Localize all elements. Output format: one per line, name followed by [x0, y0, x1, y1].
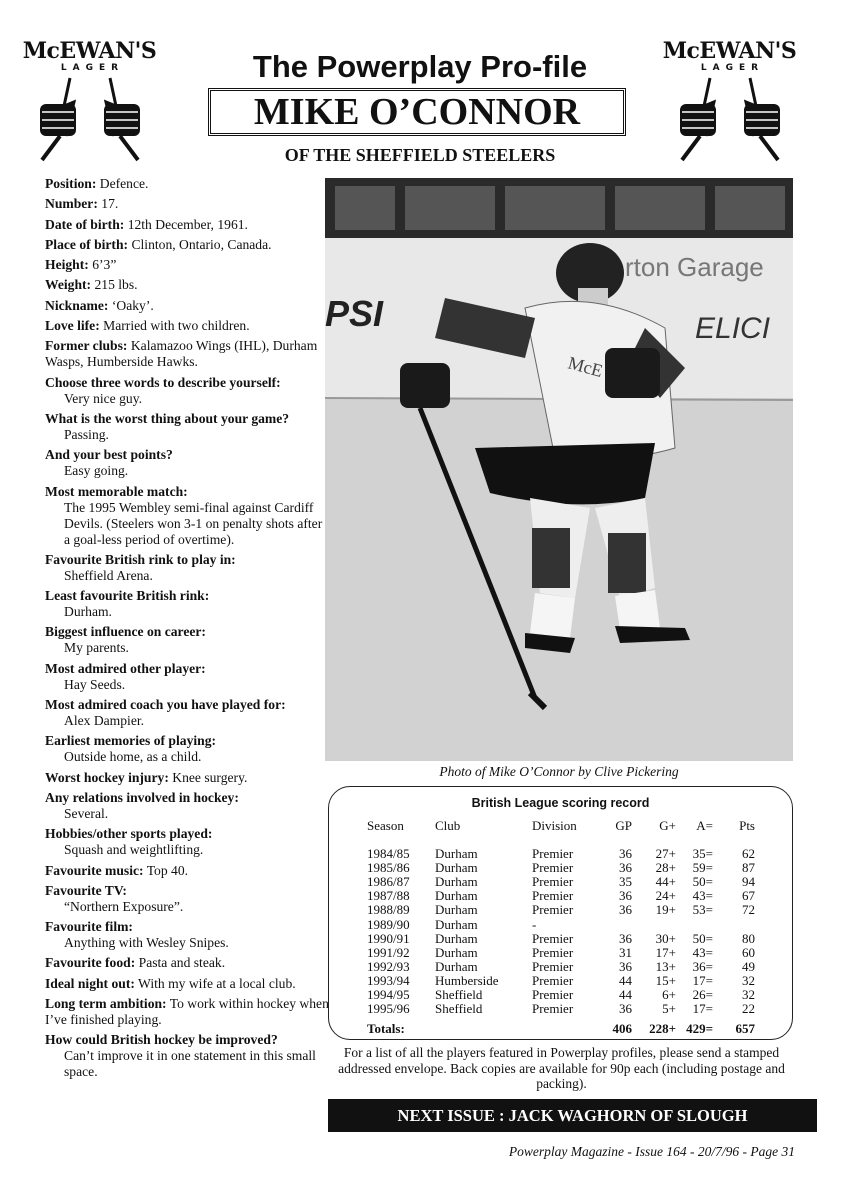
profile-answer: With my wife at a local club. — [138, 975, 296, 991]
profile-question: Date of birth: — [45, 216, 125, 232]
profile-item — [45, 318, 330, 334]
table-cell: Premier — [532, 1001, 574, 1017]
profile-item — [45, 217, 330, 233]
profile-answer: Defence. — [99, 176, 149, 191]
player-name: MIKE O’CONNOR — [208, 88, 626, 136]
logo-sub: LAGER — [60, 63, 125, 73]
table-cell: 36 — [619, 1001, 632, 1017]
table-row — [367, 875, 755, 889]
mcewans-logo-right — [662, 40, 797, 170]
profile-item — [45, 257, 330, 273]
table-cell: Sheffield — [435, 986, 483, 1002]
table-cell: Durham — [435, 916, 478, 932]
fist-logo-icon — [670, 76, 790, 162]
table-cell: 67 — [742, 888, 755, 904]
table-row — [367, 903, 755, 917]
table-cell: 1994/95 — [367, 986, 410, 1002]
table-cell: 5+ — [662, 1001, 676, 1017]
next-issue-banner: NEXT ISSUE : JACK WAGHORN OF SLOUGH — [328, 1099, 817, 1132]
profile-answer: The 1995 Wembley semi-final against Cardiff Devils. (Steelers won 3-1 on penalty shots after a goal-less period of overtime). — [64, 499, 323, 547]
profile-answer: Easy going. — [64, 463, 129, 479]
table-cell: 44 — [619, 972, 632, 988]
player-photo — [325, 178, 793, 761]
profile-question: How could British hockey be improved? — [45, 1032, 278, 1048]
table-cell — [632, 917, 676, 931]
table-cell: Premier — [532, 958, 574, 974]
column-header: Season — [367, 818, 404, 833]
table-row — [367, 1002, 755, 1016]
table-cell: 72 — [742, 902, 755, 918]
table-cell: 22 — [742, 1001, 755, 1017]
profile-answer: 215 lbs. — [94, 277, 138, 293]
profile-question: Most admired other player: — [45, 660, 206, 676]
profile-item — [45, 176, 330, 192]
profile-question: Earliest memories of playing: — [45, 733, 217, 749]
column-header: Club — [435, 818, 461, 833]
table-row — [367, 932, 755, 946]
profile-item — [45, 790, 330, 822]
profile-answer: My parents. — [64, 640, 129, 656]
scoring-table — [367, 819, 755, 1036]
column-header: GP — [615, 818, 632, 833]
table-cell: 31 — [619, 944, 632, 960]
profile-item — [45, 996, 330, 1028]
table-cell: 1986/87 — [367, 874, 410, 890]
page-footer: Powerplay Magazine - Issue 164 - 20/7/96 - Page 31 — [508, 1144, 795, 1159]
table-cell: 62 — [742, 846, 755, 862]
hockey-photo-illustration — [325, 178, 793, 761]
profile-item — [45, 733, 330, 765]
profile-question: Least favourite British rink: — [45, 588, 210, 604]
profile-question: Worst hockey injury: — [45, 769, 169, 785]
profile-item — [45, 770, 330, 786]
profile-answer: “Northern Exposure”. — [64, 898, 184, 914]
table-cell: Durham — [435, 846, 478, 862]
profile-item — [45, 338, 330, 370]
profile-question: Favourite food: — [45, 955, 136, 971]
profile-answer: ‘Oaky’. — [111, 297, 154, 313]
column-header: A= — [696, 818, 713, 833]
page-title: The Powerplay Pro-file — [252, 49, 588, 84]
profile-answer: Can’t improve it in one statement in this small space. — [64, 1048, 316, 1080]
table-cell: Premier — [532, 930, 574, 946]
profile-question: Most memorable match: — [45, 483, 188, 499]
profile-item — [45, 298, 330, 314]
profile-question: Favourite TV: — [45, 882, 127, 898]
table-cell: 17+ — [655, 944, 676, 960]
table-cell: Durham — [435, 860, 478, 876]
profile-question: What is the worst thing about your game? — [45, 410, 290, 426]
table-cell: 1984/85 — [367, 846, 410, 862]
table-cell: 17= — [692, 1001, 713, 1017]
table-cell — [676, 917, 713, 931]
profile-item — [45, 411, 330, 443]
profile-item — [45, 588, 330, 620]
table-cell: Premier — [532, 874, 574, 890]
column-header: Division — [532, 818, 577, 833]
table-cell — [713, 917, 755, 931]
table-row — [367, 988, 755, 1002]
profile-answer: Squash and weightlifting. — [64, 842, 204, 858]
profile-answer: Anything with Wesley Snipes. — [64, 935, 229, 951]
table-cell: 43= — [692, 888, 713, 904]
totals-cell: Totals: — [367, 1021, 405, 1037]
table-row — [367, 974, 755, 988]
profile-item — [45, 661, 330, 693]
table-cell: 1993/94 — [367, 972, 410, 988]
profile-answer: Sheffield Arena. — [64, 567, 153, 583]
table-cell: 1995/96 — [367, 1001, 410, 1017]
table-cell: 36= — [692, 958, 713, 974]
table-row — [367, 845, 755, 861]
profile-question: Most admired coach you have played for: — [45, 697, 286, 713]
profile-answer: Pasta and steak. — [138, 955, 226, 971]
profile-answer: Married with two children. — [103, 318, 250, 334]
mcewans-logo-left — [22, 40, 157, 170]
table-cell: 27+ — [655, 846, 676, 862]
table-cell: Humberside — [435, 972, 499, 988]
table-row — [367, 861, 755, 875]
profile-question: Any relations involved in hockey: — [45, 789, 239, 805]
profile-question: Favourite music: — [45, 862, 144, 878]
table-cell: - — [532, 916, 537, 932]
logo-sub: LAGER — [700, 63, 765, 73]
totals-row — [367, 1016, 755, 1036]
table-cell: 60 — [742, 944, 755, 960]
table-cell: Premier — [532, 944, 574, 960]
profile-answer: Very nice guy. — [64, 390, 143, 406]
profile-answer: Kalamazoo Wings (IHL), Durham Wasps, Humberside Hawks. — [45, 338, 318, 370]
table-cell: Durham — [435, 874, 478, 890]
profile-question: Number: — [45, 196, 98, 212]
table-cell: 30+ — [655, 930, 676, 946]
totals-cell: 228+ — [649, 1021, 676, 1037]
table-row — [367, 946, 755, 960]
profile-answer: To work within hockey when I’ve finished playing. — [45, 996, 329, 1028]
table-cell: 15+ — [655, 972, 676, 988]
profile-question: Love life: — [45, 318, 100, 334]
profile-answer: 12th December, 1961. — [127, 216, 248, 232]
table-cell: 50= — [692, 874, 713, 890]
board-text: rton Garage — [625, 252, 764, 282]
table-cell: Premier — [532, 972, 574, 988]
profile-question: Choose three words to describe yourself: — [45, 374, 281, 390]
table-cell: 53= — [692, 902, 713, 918]
profile-item — [45, 883, 330, 915]
table-cell: 1991/92 — [367, 944, 410, 960]
table-cell: 6+ — [662, 986, 676, 1002]
club-line: OF THE SHEFFIELD STEELERS — [284, 145, 556, 165]
profile-answer: Top 40. — [146, 862, 189, 878]
profile-answer: Knee surgery. — [172, 769, 248, 785]
table-cell: Durham — [435, 944, 478, 960]
table-row — [367, 960, 755, 974]
profile-item — [45, 1032, 330, 1080]
table-cell: Durham — [435, 930, 478, 946]
profile-item — [45, 552, 330, 584]
table-cell: 80 — [742, 930, 755, 946]
board-text: ELICI — [695, 312, 771, 345]
table-cell: Premier — [532, 846, 574, 862]
totals-cell: 406 — [612, 1021, 632, 1037]
profile-item — [45, 955, 330, 971]
record-title: British League scoring record — [471, 796, 650, 810]
table-cell: 24+ — [655, 888, 676, 904]
totals-cell: 429= — [686, 1021, 713, 1037]
table-cell: Durham — [435, 902, 478, 918]
profile-answer: Durham. — [64, 604, 112, 620]
profile-question: Weight: — [45, 277, 92, 293]
profile-item — [45, 624, 330, 656]
table-cell: 1985/86 — [367, 860, 410, 876]
profile-answer: Clinton, Ontario, Canada. — [131, 236, 272, 252]
table-cell: 36 — [619, 888, 632, 904]
profile-question: Long term ambition: — [45, 996, 167, 1012]
profile-item — [45, 484, 330, 548]
profile-item — [45, 919, 330, 951]
profile-question: Biggest influence on career: — [45, 624, 206, 640]
table-cell: 36 — [619, 846, 632, 862]
table-cell: 1988/89 — [367, 902, 410, 918]
totals-cell: 657 — [735, 1021, 755, 1037]
profile-qa — [45, 176, 330, 1085]
table-cell: 87 — [742, 860, 755, 876]
profile-answer: Outside home, as a child. — [64, 749, 202, 765]
table-cell: 13+ — [655, 958, 676, 974]
column-header: Pts — [739, 818, 755, 833]
profile-answer: Hay Seeds. — [64, 676, 126, 692]
table-cell: 43= — [692, 944, 713, 960]
profile-question: Favourite British rink to play in: — [45, 551, 236, 567]
photo-caption: Photo of Mike O’Connor by Clive Pickering — [439, 764, 679, 779]
table-row — [367, 889, 755, 903]
profile-answer: Passing. — [64, 426, 109, 442]
table-cell: Premier — [532, 986, 574, 1002]
table-cell: 94 — [742, 874, 755, 890]
table-cell: 17= — [692, 972, 713, 988]
profile-item — [45, 375, 330, 407]
logo-brand: McEWAN'S — [662, 38, 797, 64]
profile-question: Favourite film: — [45, 919, 133, 935]
profile-item — [45, 237, 330, 253]
table-cell: 49 — [742, 958, 755, 974]
table-cell: Durham — [435, 888, 478, 904]
table-cell: 35= — [692, 846, 713, 862]
table-cell: 1990/91 — [367, 930, 410, 946]
table-cell: 1992/93 — [367, 958, 410, 974]
profile-item — [45, 826, 330, 858]
profile-question: Ideal night out: — [45, 975, 135, 991]
totals-cell — [532, 1016, 600, 1036]
profile-question: Hobbies/other sports played: — [45, 826, 213, 842]
board-text: PSI — [325, 293, 384, 334]
totals-cell — [435, 1016, 532, 1036]
profile-answer: 6’3” — [92, 257, 117, 273]
profile-answer: Alex Dampier. — [64, 713, 145, 729]
profile-question: Height: — [45, 257, 89, 273]
profile-item — [45, 863, 330, 879]
table-cell: Premier — [532, 888, 574, 904]
profile-item — [45, 697, 330, 729]
fist-logo-icon — [30, 76, 150, 162]
table-cell: 19+ — [655, 902, 676, 918]
table-cell: 36 — [619, 958, 632, 974]
table-cell: 36 — [619, 902, 632, 918]
profile-item — [45, 447, 330, 479]
table-cell: 26= — [692, 986, 713, 1002]
profile-answer: 17. — [101, 196, 119, 212]
profile-answer: Several. — [64, 805, 109, 821]
profile-question: And your best points? — [45, 447, 173, 463]
table-cell: 1989/90 — [367, 916, 410, 932]
profile-item — [45, 277, 330, 293]
table-cell: 44+ — [655, 874, 676, 890]
column-header: G+ — [659, 818, 676, 833]
table-cell: 35 — [619, 874, 632, 890]
table-cell: 36 — [619, 930, 632, 946]
table-cell: 44 — [619, 986, 632, 1002]
table-cell: 50= — [692, 930, 713, 946]
profile-question: Place of birth: — [45, 236, 129, 252]
profile-question: Former clubs: — [45, 338, 128, 354]
table-cell: 36 — [619, 860, 632, 876]
table-cell: Sheffield — [435, 1001, 483, 1017]
table-cell: 59= — [692, 860, 713, 876]
scoring-record-box — [328, 786, 793, 1040]
table-cell: Premier — [532, 902, 574, 918]
back-copies-note: For a list of all the players featured in Powerplay profiles, please send a stamped addressed envelope. Back copies are available for 90p each (including postage and packing). — [338, 1045, 785, 1091]
table-cell: 1987/88 — [367, 888, 410, 904]
profile-item — [45, 196, 330, 212]
logo-brand: McEWAN'S — [22, 38, 157, 64]
profile-item — [45, 976, 330, 992]
shirt-text: McE — [565, 352, 605, 381]
table-cell: Durham — [435, 958, 478, 974]
table-cell — [600, 917, 632, 931]
profile-question: Position: — [45, 176, 97, 191]
table-cell: 28+ — [655, 860, 676, 876]
profile-question: Nickname: — [45, 297, 109, 313]
table-cell: 32 — [742, 972, 755, 988]
table-cell: Premier — [532, 860, 574, 876]
table-cell: 32 — [742, 986, 755, 1002]
table-row — [367, 917, 755, 931]
